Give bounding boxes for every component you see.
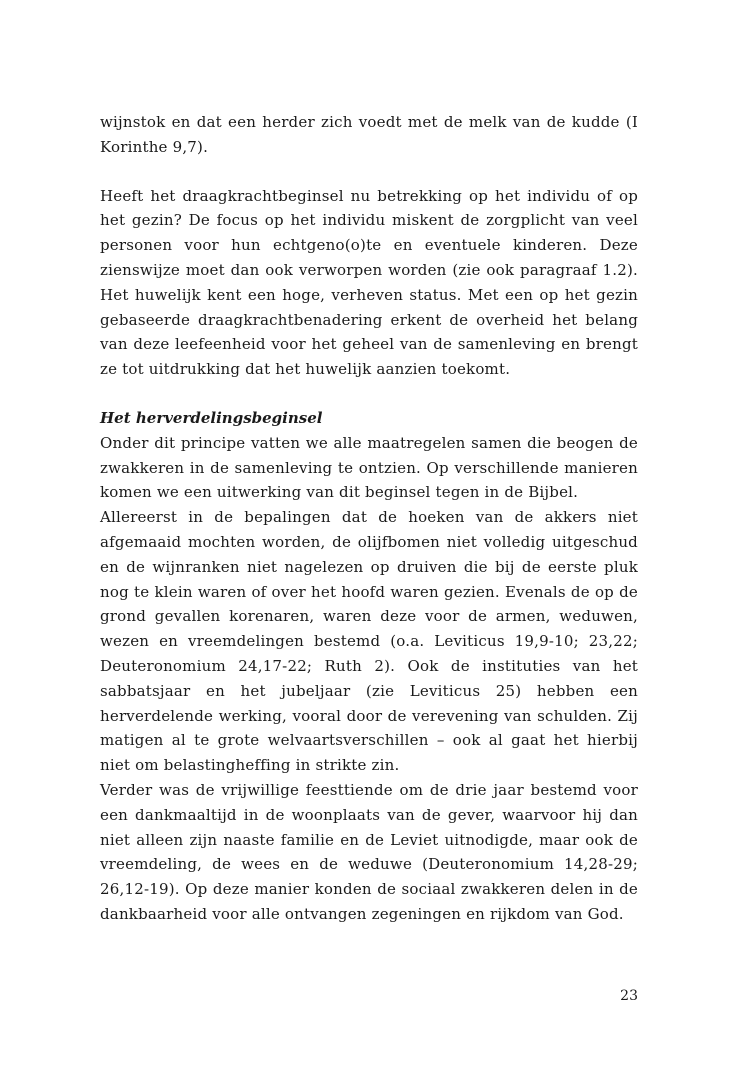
section-heading: Het herverdelingsbeginsel	[100, 408, 323, 427]
paragraph-gap	[100, 160, 638, 184]
paragraph-allereerst: Allereerst in de bepalingen dat de hoeken van de akkers niet afgemaaid mochten worden, de olijfbomen niet volledig uitgeschud en de wijnranken niet nagelezen op druiven die bij de eerste pluk nog te klein waren of over het hoofd waren gezien. Evenals de op de grond gevallen korenaren, waren deze voor de armen, weduwen, wezen en vreemdelingen bestemd (o.a. Leviticus 19,9-10; 23,22; Deuteronomium 24,17-22; Ruth 2). Ook de instituties van het sabbatsjaar en het jubeljaar (zie Leviticus 25) hebben een herverdelende werking, vooral door de verevening van schulden. Zij matigen al te grote welvaartsverschillen – ook al gaat het hierbij niet om belastingheffing in strikte zin.	[100, 508, 638, 775]
paragraph-continuation: wijnstok en dat een herder zich voedt met de melk van de kudde (I Korinthe 9,7).	[100, 113, 638, 156]
paragraph-verder: Verder was de vrijwillige feesttiende om de drie jaar bestemd voor een dankmaaltijd in de woonplaats van de gever, waarvoor hij dan niet alleen zijn naaste familie en de Leviet uitnodigde, maar ook de vreemdeling, de wees en de weduwe (Deuteronomium 14,28-29; 26,12-19). Op deze manier konden de sociaal zwakkeren delen in de dankbaarheid voor alle ontvangen zegeningen en rijkdom van God.	[100, 780, 638, 923]
paragraph-draagkracht: Heeft het draagkrachtbeginsel nu betrekking op het individu of op het gezin? De focus op het individu miskent de zorgplicht van veel personen voor hun echtgeno(o)te en eventuele kinderen. Deze zienswijze moet dan ook verworpen worden (zie ook paragraaf 1.2). Het huwelijk kent een hoge, verheven status. Met een op het gezin gebaseerde draagkrachtbenadering erkent de overheid het belang van deze leefeenheid voor het geheel van de samenleving en brengt ze tot uitdrukking dat het huwelijk aanzien toekomt.	[100, 186, 638, 379]
page-number: 23	[620, 988, 638, 1004]
page-body	[100, 110, 638, 927]
paragraph-gap	[100, 382, 638, 406]
paragraph-principle: Onder dit principe vatten we alle maatregelen samen die beogen de zwakkeren in de samenleving te ontzien. Op verschillende manieren komen we een uitwerking van dit beginsel tegen in de Bijbel.	[100, 433, 638, 502]
